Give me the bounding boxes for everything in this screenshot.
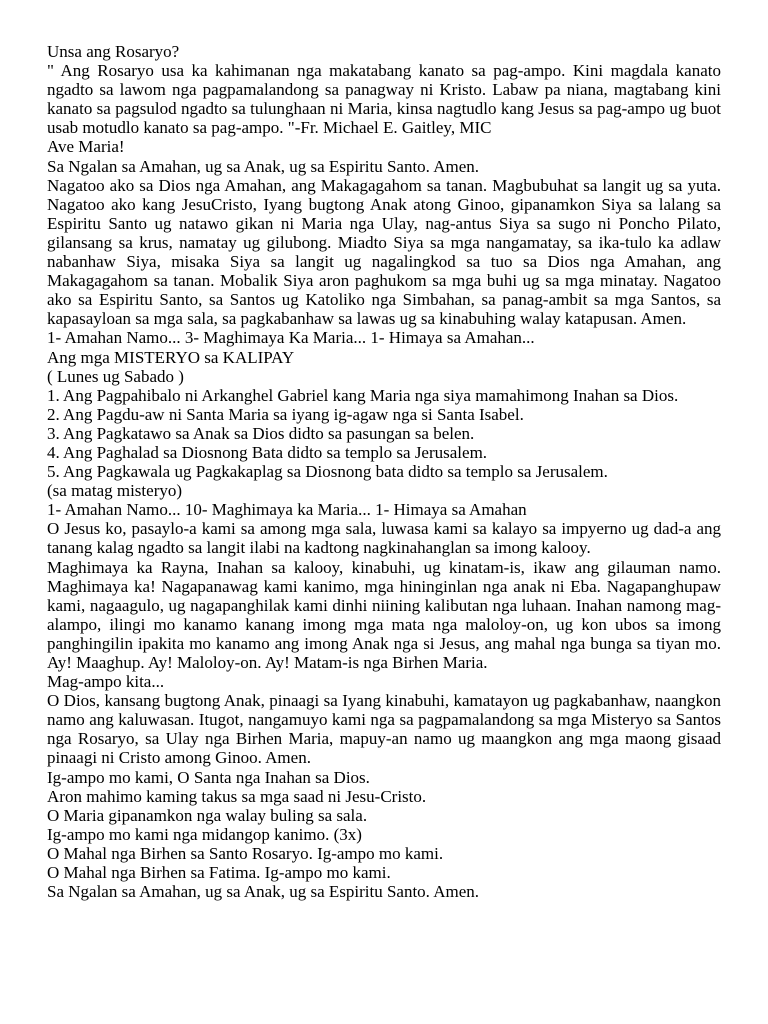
let-us-pray-line: Mag-ampo kita...: [47, 672, 165, 692]
sign-of-cross-closing: Sa Ngalan sa Amahan, ug sa Anak, ug sa Espiritu Santo. Amen.: [47, 882, 480, 902]
closing-line: Ig-ampo mo kami, O Santa nga Inahan sa Dios.: [47, 767, 370, 787]
opening-prayers-line: 1- Amahan Namo... 3- Maghimaya Ka Maria... 1- Himaya sa Amahan...: [47, 328, 535, 348]
mystery-item: 1. Ang Pagpahibalo ni Arkanghel Gabriel kang Maria nga siya mamahimong Inahan sa Dios.: [47, 385, 679, 405]
mystery-item: 3. Ang Pagkatawo sa Anak sa Dios didto sa pasungan sa belen.: [47, 423, 475, 443]
mystery-item: 4. Ang Paghalad sa Diosnong Bata didto sa templo sa Jerusalem.: [47, 442, 488, 462]
ave-maria-line: Ave Maria!: [47, 137, 125, 157]
quote-paragraph: " Ang Rosaryo usa ka kahimanan nga makatabang kanato sa pag-ampo. Kini magdala kanato ngadto sa lawom nga pagpamalandong sa panagway ni Kristo. Labaw pa niana, magtabang kini kanato sa pagsulod ngadto sa tulunghaan ni Maria, kinsa nagtudlo kang Jesus sa pag-ampo ug buot usab motudlo kanato sa pag-ampo. "-Fr. Michael E. Gaitley, MIC: [47, 61, 721, 138]
creed-paragraph: Nagatoo ako sa Dios nga Amahan, ang Makagagahom sa tanan. Magbubuhat sa langit ug sa yuta. Nagatoo ako kang JesuCristo, Iyang bugtong Anak atong Ginoo, gipanamkon Siya sa lalang sa Espiritu Santo ug natawo gikan ni Maria nga Ulay, nag-antus Siya sa sugo ni Poncho Pilato, gilansang sa krus, namatay ug gilubong. Miadto Siya sa mga nangamatay, sa ika-tulo ka adlaw nabanhaw Siya, misaka Siya sa langit ug nagalingkod sa tuo sa Dios nga Amahan, ang Makagagahom sa tanan. Mobalik Siya aron paghukom sa mga buhi ug sa mga minatay. Nagatoo ako sa Espiritu Santo, sa Santos ug Katoliko nga Simbahan, sa panag-ambit sa mga Santos, sa kapasayloan sa mga sala, sa pagkabanhaw sa lawas ug sa kinabuhing walay katapusan. Amen.: [47, 175, 721, 329]
each-mystery-note: (sa matag misteryo): [47, 481, 183, 501]
mysteries-days: ( Lunes ug Sabado ): [47, 366, 184, 386]
closing-line: Ig-ampo mo kami nga midangop kanimo. (3x): [47, 824, 362, 844]
closing-line: Aron mahimo kaming takus sa mga saad ni Jesu-Cristo.: [47, 786, 427, 806]
sign-of-cross-opening: Sa Ngalan sa Amahan, ug sa Anak, ug sa Espiritu Santo. Amen.: [47, 156, 480, 176]
decade-prayers-line: 1- Amahan Namo... 10- Maghimaya ka Maria... 1- Himaya sa Amahan: [47, 500, 527, 520]
closing-line: O Mahal nga Birhen sa Santo Rosaryo. Ig-ampo mo kami.: [47, 843, 444, 863]
mystery-item: 5. Ang Pagkawala ug Pagkakaplag sa Diosnong bata didto sa templo sa Jerusalem.: [47, 462, 608, 482]
closing-line: O Mahal nga Birhen sa Fatima. Ig-ampo mo kami.: [47, 863, 391, 883]
mystery-item: 2. Ang Pagdu-aw ni Santa Maria sa iyang ig-agaw nga si Santa Isabel.: [47, 404, 524, 424]
closing-line: O Maria gipanamkon nga walay buling sa sala.: [47, 805, 368, 825]
document-heading: Unsa ang Rosaryo?: [47, 42, 180, 61]
mysteries-title: Ang mga MISTERYO sa KALIPAY: [47, 347, 295, 367]
closing-prayer-paragraph: O Dios, kansang bugtong Anak, pinaagi sa Iyang kinabuhi, kamatayon ug pagkabanhaw, naangkon namo ang kaluwasan. Itugot, nangamuyo kami nga sa pagpamalandong sa mga Misteryo sa Santos nga Rosaryo, sa Ulay nga Birhen Maria, mapuy-an namo ug maangkon ang mga maong gisaad pinaagi ni Cristo among Ginoo. Amen.: [47, 691, 721, 768]
hail-holy-queen-paragraph: Maghimaya ka Rayna, Inahan sa kalooy, kinabuhi, ug kinatam-is, ikaw ang gilauman namo. Maghimaya ka! Nagapanawag kami kanimo, mga hininginlan nga anak ni Eba. Nagapanghupaw kami, nagaagulo, ug nagapanghilak kami dinhi niining kalibutan nga luhaan. Inahan namong mag-alampo, ilingi mo kanamo kanang imong mga mata nga maloloy-on, ug kon ubos sa imong panghingilin ipakita mo kanamo ang imong Anak nga si Jesus, ang mahal nga bunga sa tiyan mo. Ay! Maaghup. Ay! Maloloy-on. Ay! Matam-is nga Birhen Maria.: [47, 557, 721, 672]
fatima-prayer-paragraph: O Jesus ko, pasaylo-a kami sa among mga sala, luwasa kami sa kalayo sa impyerno ug dad-a ang tanang kalag ngadto sa langit ilabi na kadtong nagkinahanglan sa imong kalooy.: [47, 519, 721, 558]
